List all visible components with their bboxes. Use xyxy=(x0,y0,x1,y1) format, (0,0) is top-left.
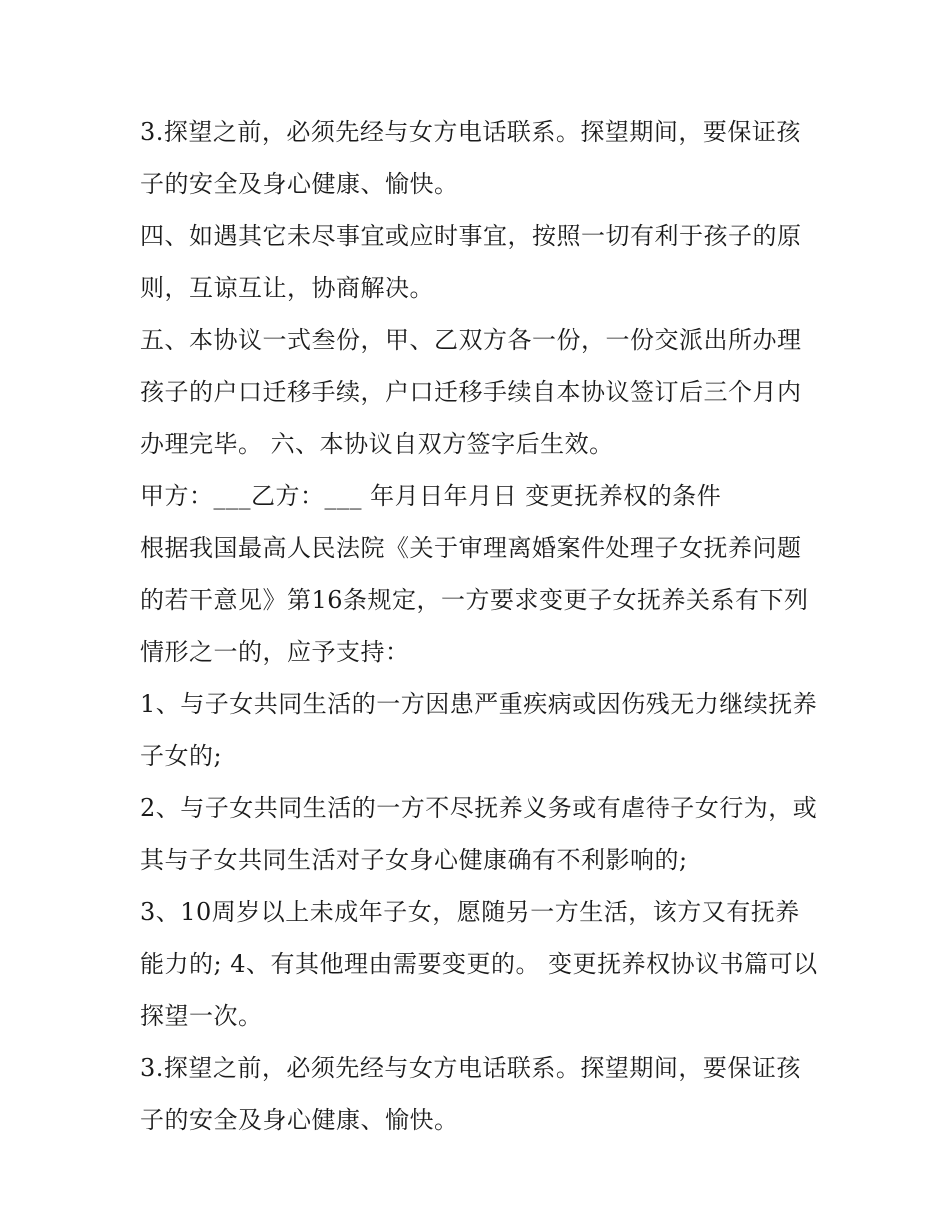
paragraph-condition-two: 2、与子女共同生活的一方不尽抚养义务或有虐待子女行为，或其与子女共同生活对子女身心健康确有不利影响的; xyxy=(140,794,818,874)
document-body xyxy=(140,106,820,1146)
paragraph-signature-line: 甲方：___乙方：___ 年月日年月日 变更抚养权的条件 xyxy=(140,482,722,510)
paragraph-visit-contact: 3.探望之前，必须先经与女方电话联系。探望期间，要保证孩子的安全及身心健康、愉快。 xyxy=(140,118,801,198)
paragraph-legal-basis: 根据我国最高人民法院《关于审理离婚案件处理子女抚养问题的若干意见》第16条规定，一方要求变更子女抚养关系有下列情形之一的，应予支持： xyxy=(140,534,809,666)
paragraph-condition-one: 1、与子女共同生活的一方因患严重疾病或因伤残无力继续抚养子女的; xyxy=(140,690,818,770)
paragraph-condition-three-four: 3、10周岁以上未成年子女，愿随另一方生活，该方又有抚养能力的; 4、有其他理由需要变更的。 变更抚养权协议书篇可以探望一次。 xyxy=(140,898,818,1030)
paragraph-clause-five-six: 五、本协议一式叁份，甲、乙双方各一份，一份交派出所办理孩子的户口迁移手续，户口迁移手续自本协议签订后三个月内办理完毕。 六、本协议自双方签字后生效。 xyxy=(140,326,802,458)
paragraph-visit-contact-repeat: 3.探望之前，必须先经与女方电话联系。探望期间，要保证孩子的安全及身心健康、愉快。 xyxy=(140,1054,801,1134)
paragraph-clause-four: 四、如遇其它未尽事宜或应时事宜，按照一切有利于孩子的原则，互谅互让，协商解决。 xyxy=(140,222,802,302)
